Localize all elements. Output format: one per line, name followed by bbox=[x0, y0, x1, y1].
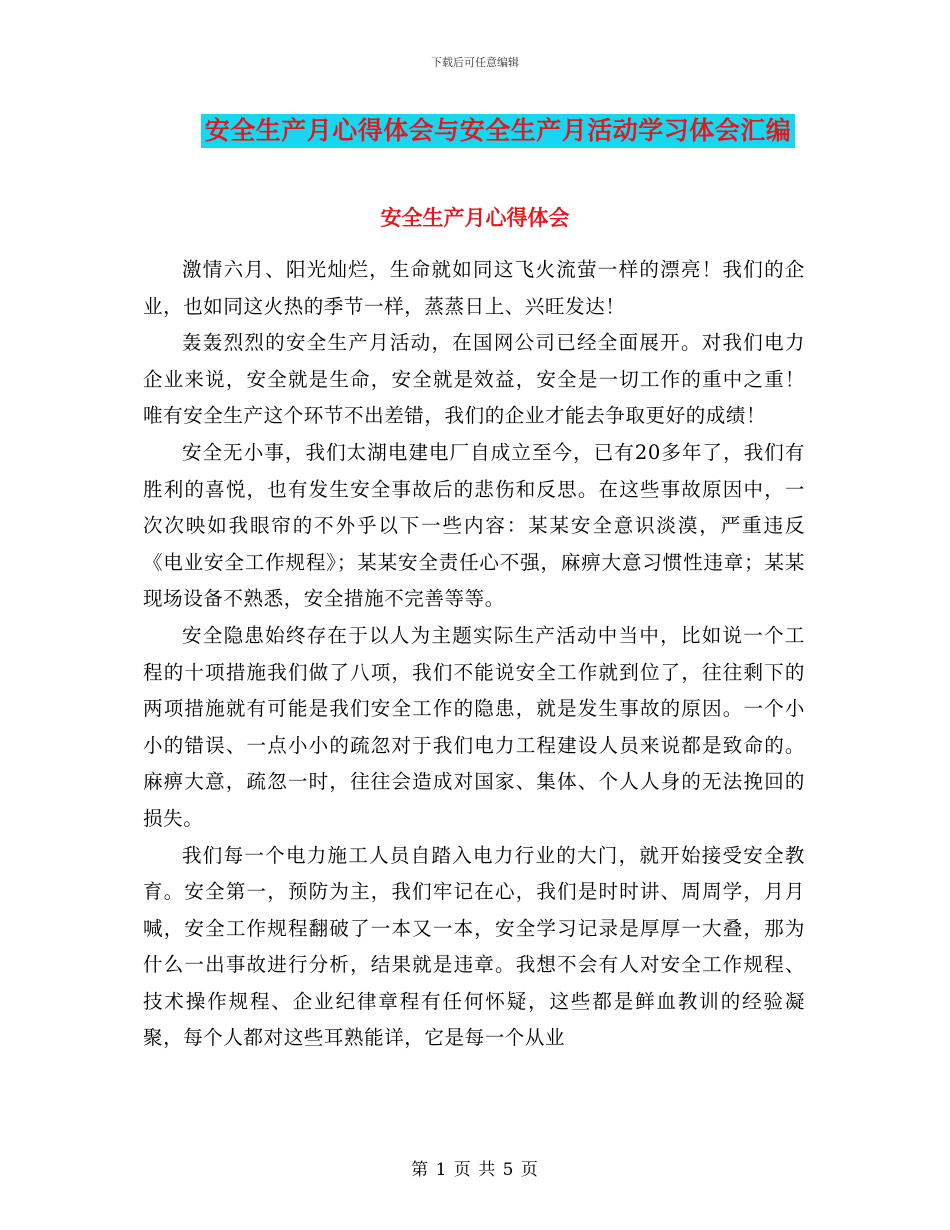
section-title: 安全生产月心得体会 bbox=[380, 206, 570, 230]
paragraph: 轰轰烈烈的安全生产月活动，在国网公司已经全面展开。对我们电力企业来说，安全就是生命，安全就是效益，安全是一切工作的重中之重！唯有安全生产这个环节不出差错，我们的企业才能去争取更好的成绩！ bbox=[143, 331, 805, 428]
page-number-footer: 第 1 页 共 5 页 bbox=[411, 1160, 539, 1180]
paragraph: 我们每一个电力施工人员自踏入电力行业的大门，就开始接受安全教育。安全第一，预防为主，我们牢记在心，我们是时时讲、周周学，月月喊，安全工作规程翻破了一本又一本，安全学习记录是厚厚一大叠，那为什么一出事故进行分析，结果就是违章。我想不会有人对安全工作规程、技术操作规程、企业纪律章程有任何怀疑，这些都是鲜血教训的经验凝聚，每个人都对这些耳熟能详，它是每一个从业 bbox=[143, 843, 805, 1050]
paragraph: 激情六月、阳光灿烂，生命就如同这飞火流萤一样的漂亮！我们的企业，也如同这火热的季节一样，蒸蒸日上、兴旺发达！ bbox=[143, 258, 805, 318]
main-title-container bbox=[0, 114, 950, 148]
header-note: 下载后可任意编辑 bbox=[431, 56, 519, 69]
body-text bbox=[143, 252, 805, 1057]
main-title: 安全生产月心得体会与安全生产月活动学习体会汇编 bbox=[201, 114, 796, 148]
paragraph: 安全隐患始终存在于以人为主题实际生产活动中当中，比如说一个工程的十项措施我们做了八项，我们不能说安全工作就到位了，往往剩下的两项措施就有可能是我们安全工作的隐患，就是发生事故的原因。一个小小的错误、一点小小的疏忽对于我们电力工程建设人员来说都是致命的。麻痹大意，疏忽一时，往往会造成对国家、集体、个人人身的无法挽回的损失。 bbox=[143, 623, 805, 830]
paragraph: 安全无小事，我们太湖电建电厂自成立至今，已有20多年了，我们有胜利的喜悦，也有发生安全事故后的悲伤和反思。在这些事故原因中，一次次映如我眼帘的不外乎以下一些内容：某某安全意识淡漠，严重违反《电业安全工作规程》；某某安全责任心不强，麻痹大意习惯性违章；某某现场设备不熟悉，安全措施不完善等等。 bbox=[143, 440, 805, 611]
